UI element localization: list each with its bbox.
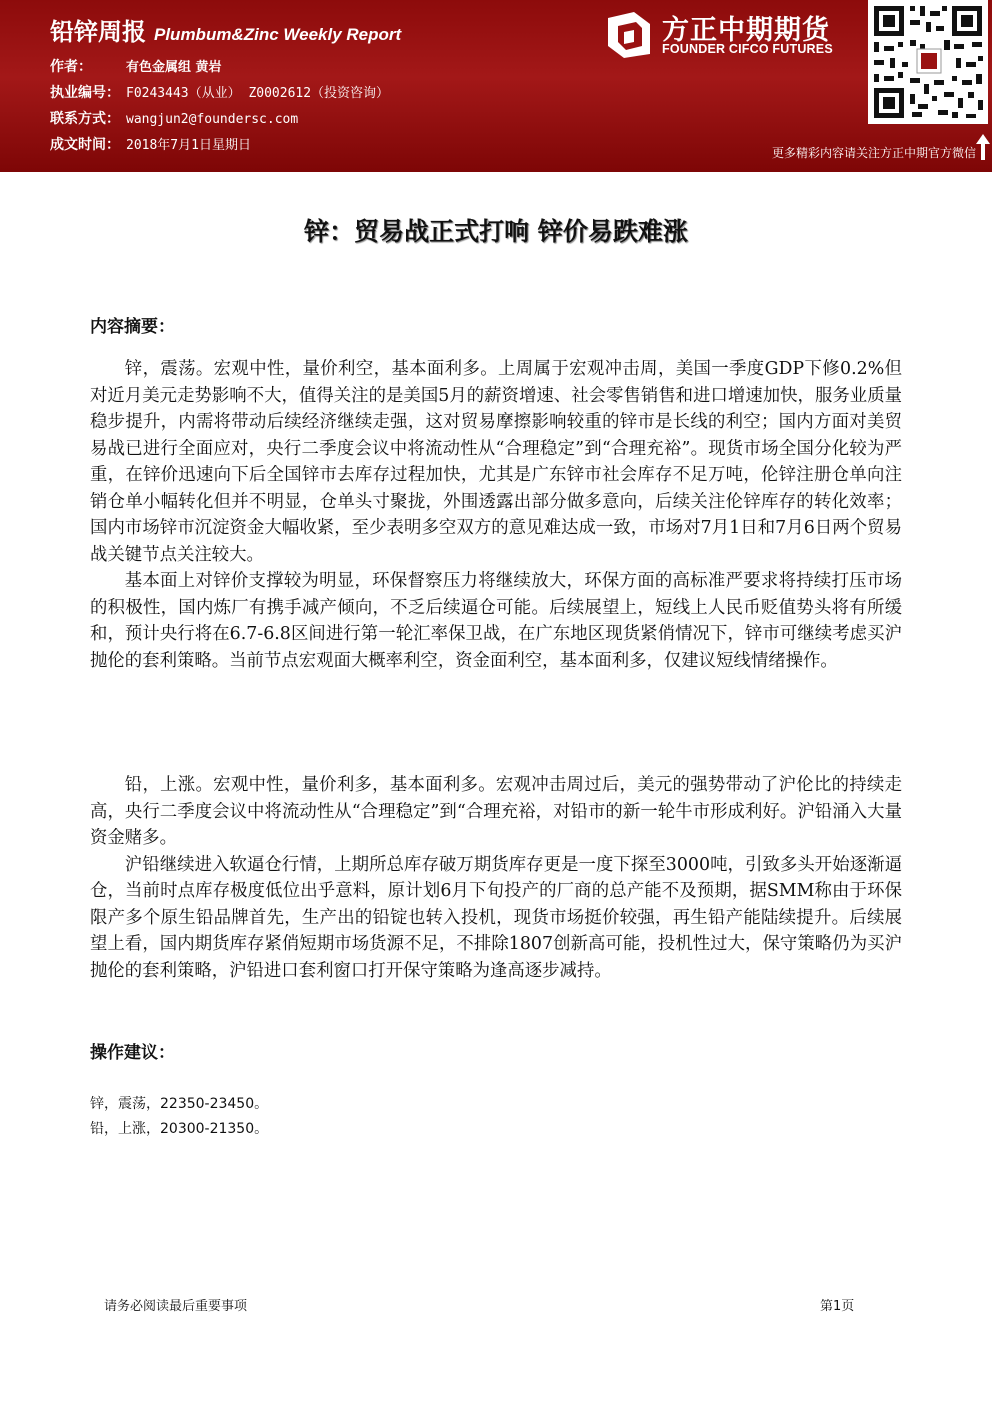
follow-wechat-text: 更多精彩内容请关注方正中期官方微信 bbox=[771, 146, 976, 160]
license-label: 执业编号： bbox=[50, 85, 120, 101]
founder-logo-icon bbox=[604, 10, 654, 60]
summary-lead-block bbox=[90, 772, 902, 984]
author-value: 有色金属组 黄岩 bbox=[126, 60, 222, 75]
operation-item-lead: 铅，上涨，20300-21350。 bbox=[90, 1121, 269, 1137]
report-title-cn: 铅锌周报 bbox=[50, 18, 146, 46]
contact-value[interactable]: wangjun2@foundersc.com bbox=[126, 112, 299, 127]
report-header bbox=[0, 0, 992, 172]
logo-text-cn: 方正中期期货 bbox=[662, 15, 830, 46]
date-row bbox=[50, 134, 251, 154]
summary-paragraph: 基本面上对锌价支撑较为明显，环保督察压力将继续放大，环保方面的高标准严要求将持续打压市场的积极性，国内炼厂有携手减产倾向，不乏后续逼仓可能。后续展望上，短线上人民币贬值势头将有所缓和，预计央行将在6.7-6.8区间进行第一轮汇率保卫战，在广东地区现货紧俏情况下，锌市可继续考虑买沪抛伦的套利策略。当前节点宏观面大概率利空，资金面利空，基本面利多，仅建议短线情绪操作。 bbox=[90, 571, 902, 671]
qr-code-icon bbox=[868, 0, 988, 124]
logo-text-en: FOUNDER CIFCO FUTURES bbox=[662, 42, 833, 56]
summary-zinc-block bbox=[90, 356, 902, 674]
page-title: 锌：贸易战正式打响 锌价易跌难涨 bbox=[304, 217, 688, 246]
contact-row bbox=[50, 108, 298, 128]
contact-label: 联系方式： bbox=[50, 111, 120, 127]
summary-paragraph: 沪铅继续进入软逼仓行情，上期所总库存破万期货库存更是一度下探至3000吨，引致多头开始逐渐逼仓，当前时点库存极度低位出乎意料，原计划6月下旬投产的厂商的总产能不及预期，据SMM称由于环保限产多个原生铅品牌首先，生产出的铅锭也转入投机，现货市场挺价较强，再生铅产能陆续提升。后续展望上看，国内期货库存紧俏短期市场货源不足，不排除1807创新高可能，投机性过大，保守策略仍为买沪抛伦的套利策略，沪铅进口套利窗口打开保守策略为逢高逐步减持。 bbox=[90, 854, 902, 981]
footer-notice: 请务必阅读最后重要事项 bbox=[104, 1299, 248, 1314]
arrow-up-icon bbox=[976, 134, 990, 160]
summary-paragraph: 锌，震荡。宏观中性，量价利空，基本面利多。上周属于宏观冲击周，美国一季度GDP下修0.2%但对近月美元走势影响不大，值得关注的是美国5月的薪资增速、社会零售销售和进口增速加快，服务业质量稳步提升，内需将带动后续经济继续走强，这对贸易摩擦影响较重的锌市是长线的利空；国内方面对美贸易战已进行全面应对，央行二季度会议中将流动性从“合理稳定”到“合理充裕”。现货市场全国分化较为严重，在锌价迅速向下后全国锌市去库存过程加快，尤其是广东锌市社会库存不足万吨，伦锌注册仓单向注销仓单小幅转化但并不明显，仓单头寸聚拢，外围透露出部分做多意向，后续关注伦锌库存的转化效率；国内市场锌市沉淀资金大幅收紧，至少表明多空双方的意见难达成一致，市场对7月1日和7月6日两个贸易战关键节点关注较大。 bbox=[90, 359, 902, 565]
page-number: 第1页 bbox=[820, 1299, 855, 1314]
summary-heading: 内容摘要： bbox=[90, 317, 175, 337]
operation-item-zinc: 锌，震荡，22350-23450。 bbox=[90, 1096, 269, 1112]
report-title bbox=[50, 12, 401, 47]
author-label: 作者： bbox=[50, 59, 92, 75]
license-value: F0243443（从业） Z0002612（投资咨询） bbox=[126, 86, 390, 101]
date-label: 成文时间： bbox=[50, 137, 120, 153]
summary-paragraph: 铅，上涨。宏观中性，量价利多，基本面利多。宏观冲击周过后，美元的强势带动了沪伦比的持续走高，央行二季度会议中将流动性从“合理稳定”到“合理充裕，对铅市的新一轮牛市形成利好。沪铅涌入大量资金赌多。 bbox=[90, 775, 902, 848]
operations-heading: 操作建议： bbox=[90, 1043, 175, 1063]
report-title-en: Plumbum&Zinc Weekly Report bbox=[154, 25, 402, 44]
license-row bbox=[50, 82, 389, 102]
company-logo bbox=[604, 8, 864, 66]
date-value: 2018年7月1日星期日 bbox=[126, 138, 251, 153]
author-row bbox=[50, 56, 222, 76]
